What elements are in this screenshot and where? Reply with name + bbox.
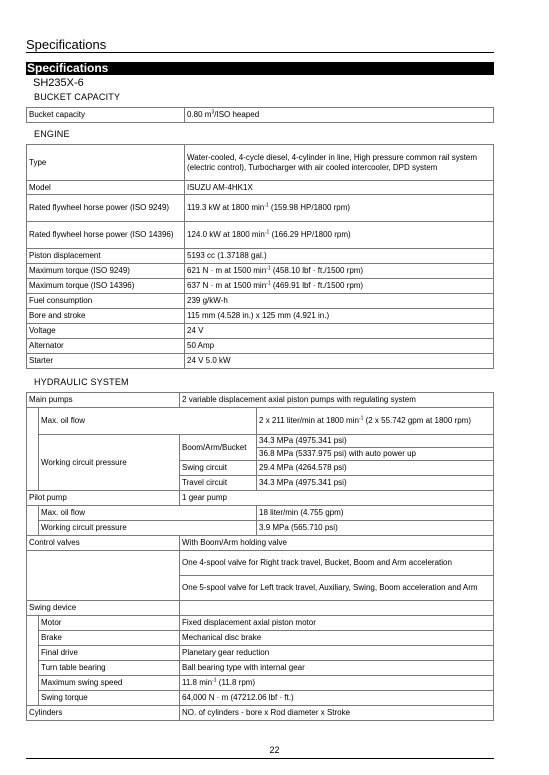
spec-value: 50 Amp [185,339,494,354]
table-row [27,354,494,369]
hydraulic-heading: HYDRAULIC SYSTEM [34,377,129,387]
spec-value: 3.9 MPa (565.710 psi) [257,521,494,536]
spec-value: NO. of cylinders - bore x Rod diameter x Stroke [180,706,494,721]
spec-value: ISUZU AM-4HK1X [185,181,494,195]
spec-value: 2 x 211 liter/min at 1800 $\min^{-1} (2$ x 55.742 gpm at 1800 rpm) [257,408,494,435]
table-row [27,324,494,339]
spec-value: Ball bearing type with internal gear [180,661,494,676]
spec-sublabel: Boom/Arm/Bucket [180,435,257,461]
table-row [27,661,494,676]
table-row [27,491,494,506]
spec-value: 124.0 kW at 1800 $\min^{-1} (166.29$ HP/1800 rpm) [185,222,494,249]
spec-value: 11.8 $\min^{-1} (11.8$ rpm) [180,676,494,691]
table-row [27,222,494,249]
table-row [27,631,494,646]
spec-label: Brake [39,631,180,646]
spec-value: Fixed displacement axial piston motor [180,616,494,631]
spec-value: Planetary gear reduction [180,646,494,661]
footer-divider [26,758,494,759]
spec-label: Maximum torque (ISO 14396) [27,279,185,294]
spec-label: Maximum swing speed [39,676,180,691]
spec-value: 2 variable displacement axial piston pumps with regulating system [180,393,494,408]
bucket-heading: BUCKET CAPACITY [34,92,121,102]
spec-label: Bucket capacity [27,108,185,123]
spec-value: 119.3 kW at 1800 $\min^{-1} (159.98$ HP/1800 rpm) [185,195,494,222]
spec-label: Type [27,145,185,181]
spec-sublabel: Travel circuit [180,476,257,491]
page-number: 22 [269,745,280,755]
bucket-table [26,107,494,123]
spec-label: Voltage [27,324,185,339]
spec-value: With Boom/Arm holding valve [180,536,494,551]
table-row [27,249,494,264]
spec-value: 34.3 MPa (4975.341 psi) [257,435,494,448]
spec-label: Control valves [27,536,180,551]
engine-table [26,144,494,369]
table-row [27,393,494,408]
spec-value: 24 V 5.0 kW [185,354,494,369]
table-row [27,435,494,448]
table-row [27,551,494,576]
table-row [27,676,494,691]
spec-label: Fuel consumption [27,294,185,309]
spec-value: 18 liter/min (4.755 gpm) [257,506,494,521]
spec-value: 64,000 N · m (47212.06 lbf · ft.) [180,691,494,706]
table-row [27,195,494,222]
spec-label: Turn table bearing [39,661,180,676]
spec-value: 637 N · m at 1500 $\min^{-1} (469.91$ lbf · ft./1500 rpm) [185,279,494,294]
spec-sublabel: Swing circuit [180,461,257,476]
spec-value: 34.3 MPa (4975.341 psi) [257,476,494,491]
table-row [27,646,494,661]
spec-value: 24 V [185,324,494,339]
table-row [27,521,494,536]
spec-label: Rated flywheel horse power (ISO 9249) [27,195,185,222]
table-row [27,108,494,123]
spec-value: Mechanical disc brake [180,631,494,646]
spec-label: Alternator [27,339,185,354]
spec-label: Starter [27,354,185,369]
spec-value: One 5-spool valve for Left track travel, Auxiliary, Swing, Boom acceleration and Arm [180,576,494,601]
table-row [27,181,494,195]
table-row [27,536,494,551]
table-row [27,339,494,354]
spec-value: Water-cooled, 4-cycle diesel, 4-cylinder in line, High pressure common rail system (electric control), Turbocharger with air cooled intercooler, DPD system [185,145,494,181]
title-divider [26,52,494,53]
spec-label: Working circuit pressure [39,521,257,536]
spec-label: Max. oil flow [39,506,257,521]
table-row [27,408,494,435]
spec-value: One 4-spool valve for Right track travel, Bucket, Boom and Arm acceleration [180,551,494,576]
spec-value: 115 mm (4.528 in.) x 125 mm (4.921 in.) [185,309,494,324]
table-row [27,145,494,181]
table-row [27,309,494,324]
spec-label: Model [27,181,185,195]
spec-label: Cylinders [27,706,180,721]
table-row [27,279,494,294]
spec-label: Motor [39,616,180,631]
spec-label: Swing device [27,601,180,616]
spec-value: 239 g/kW-h [185,294,494,309]
section-header-bar: Specifications [26,62,494,75]
model-name: SH235X-6 [33,77,84,89]
spec-label: Main pumps [27,393,180,408]
spec-value: 621 N · m at 1500 $\min^{-1} (458.10$ lbf · ft./1500 rpm) [185,264,494,279]
spec-label: Piston displacement [27,249,185,264]
spec-label: Final drive [39,646,180,661]
spec-label: Maximum torque (ISO 9249) [27,264,185,279]
hydraulic-table [26,392,494,721]
table-row [27,294,494,309]
spec-value: 36.8 MPa (5337.975 psi) with auto power up [257,448,494,461]
table-row [27,706,494,721]
engine-heading: ENGINE [34,129,70,139]
spec-label: Max. oil flow [39,408,257,435]
spec-label: Pilot pump [27,491,180,506]
spec-value: 5193 cc (1.37188 gal.) [185,249,494,264]
table-row [27,576,494,601]
spec-label: Bore and stroke [27,309,185,324]
table-row [27,691,494,706]
spec-value: 0.80 $m^3$/ISO heaped [185,108,494,123]
table-row [27,616,494,631]
spec-value: 1 gear pump [180,491,494,506]
table-row [27,601,494,616]
spec-value: 29.4 MPa (4264.578 psi) [257,461,494,476]
spec-label: Working circuit pressure [39,435,180,491]
table-row [27,264,494,279]
page-title: Specifications [26,37,107,52]
table-row [27,506,494,521]
spec-label: Rated flywheel horse power (ISO 14396) [27,222,185,249]
spec-label: Swing torque [39,691,180,706]
